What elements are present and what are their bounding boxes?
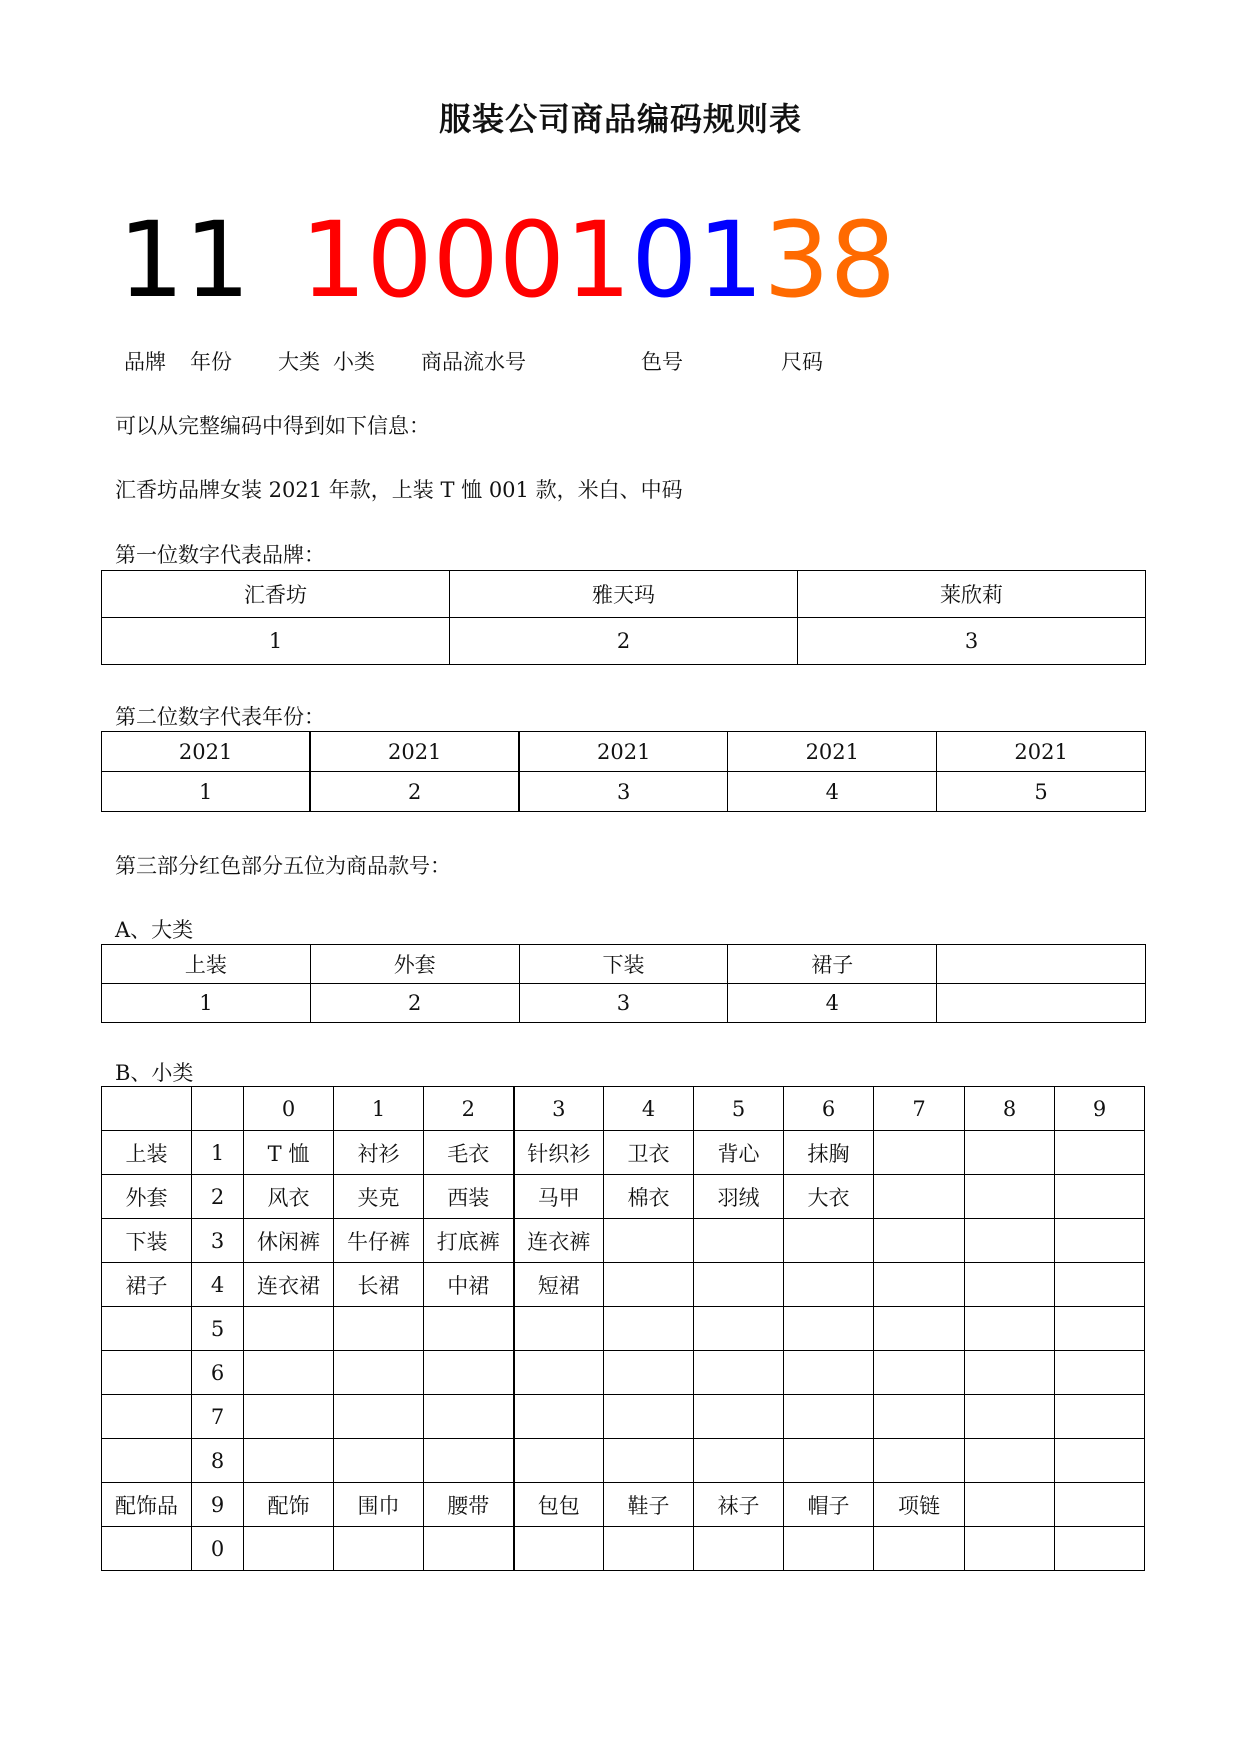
minor-category-cell — [604, 1395, 694, 1439]
minor-category-cell — [965, 1219, 1055, 1263]
minor-category-cell — [1055, 1395, 1145, 1439]
brand-heading: 第一位数字代表品牌： — [115, 543, 325, 567]
minor-category-cell — [965, 1439, 1055, 1483]
minor-category-cell — [604, 1351, 694, 1395]
minor-category-cell — [1055, 1527, 1145, 1571]
minor-category-cell — [965, 1395, 1055, 1439]
minor-category-cell — [424, 1351, 514, 1395]
major-category-digit: 3 — [192, 1219, 244, 1263]
minor-category-cell: 大衣 — [784, 1175, 874, 1219]
minor-category-cell: 鞋子 — [604, 1483, 694, 1527]
product-code — [118, 200, 896, 320]
minor-column-header: 2 — [424, 1087, 514, 1131]
major-category-digit: 9 — [192, 1483, 244, 1527]
minor-category-cell: 打底裤 — [424, 1219, 514, 1263]
table-row — [102, 772, 1146, 812]
year-heading: 第二位数字代表年份： — [115, 705, 325, 729]
code-segment-brand-year: 11 — [118, 199, 251, 321]
code-label-serial: 商品流水号 — [421, 350, 526, 374]
major-category-name: 外套 — [310, 945, 519, 984]
major-category-name: 上装 — [102, 945, 311, 984]
minor-category-cell — [874, 1219, 965, 1263]
minor-category-cell: 针织衫 — [514, 1131, 604, 1175]
minor-column-header: 7 — [874, 1087, 965, 1131]
major-category-table — [101, 944, 1146, 1023]
major-category-label: 上装 — [102, 1131, 192, 1175]
major-category-label — [102, 1527, 192, 1571]
minor-column-header: 4 — [604, 1087, 694, 1131]
minor-category-cell: 风衣 — [244, 1175, 334, 1219]
minor-category-cell: 棉衣 — [604, 1175, 694, 1219]
minor-category-cell — [694, 1307, 784, 1351]
minor-category-cell — [1055, 1307, 1145, 1351]
minor-category-cell — [244, 1527, 334, 1571]
minor-column-header — [192, 1087, 244, 1131]
minor-category-cell — [965, 1307, 1055, 1351]
table-row — [102, 984, 1146, 1023]
minor-category-cell — [874, 1395, 965, 1439]
major-category-code: 3 — [519, 984, 728, 1023]
major-category-code — [937, 984, 1146, 1023]
minor-category-cell — [1055, 1351, 1145, 1395]
minor-category-cell — [965, 1483, 1055, 1527]
major-category-digit: 5 — [192, 1307, 244, 1351]
code-label-size: 尺码 — [781, 350, 823, 374]
example-text: 汇香坊品牌女装 2021 年款，上装 T 恤 001 款，米白、中码 — [115, 478, 683, 502]
major-category-digit: 2 — [192, 1175, 244, 1219]
minor-category-cell — [874, 1263, 965, 1307]
brand-code: 1 — [102, 618, 450, 665]
minor-category-cell — [965, 1131, 1055, 1175]
minor-category-cell — [334, 1527, 424, 1571]
minor-category-cell: 包包 — [514, 1483, 604, 1527]
minor-column-header: 3 — [514, 1087, 604, 1131]
brand-code: 2 — [450, 618, 798, 665]
major-category-digit: 4 — [192, 1263, 244, 1307]
minor-category-cell — [874, 1351, 965, 1395]
year-value: 2021 — [728, 732, 937, 772]
minor-category-cell — [424, 1395, 514, 1439]
minor-category-cell — [244, 1307, 334, 1351]
major-category-label — [102, 1307, 192, 1351]
major-category-label: 外套 — [102, 1175, 192, 1219]
minor-category-cell: 短裙 — [514, 1263, 604, 1307]
minor-category-cell: 袜子 — [694, 1483, 784, 1527]
major-category-digit: 1 — [192, 1131, 244, 1175]
minor-category-cell — [874, 1175, 965, 1219]
year-code: 2 — [310, 772, 519, 812]
minor-category-cell: 连衣裤 — [514, 1219, 604, 1263]
major-category-label: 配饰品 — [102, 1483, 192, 1527]
brand-name: 莱欣莉 — [798, 571, 1146, 618]
year-value: 2021 — [102, 732, 311, 772]
code-segment-size: 38 — [763, 199, 896, 321]
minor-category-cell — [784, 1351, 874, 1395]
minor-category-cell — [514, 1439, 604, 1483]
major-category-code: 1 — [102, 984, 311, 1023]
major-category-label: 裙子 — [102, 1263, 192, 1307]
table-row — [102, 1219, 1145, 1263]
minor-category-cell — [784, 1219, 874, 1263]
major-category-label — [102, 1395, 192, 1439]
minor-category-cell: 腰带 — [424, 1483, 514, 1527]
minor-category-cell — [334, 1307, 424, 1351]
minor-category-cell — [514, 1527, 604, 1571]
minor-category-cell — [965, 1351, 1055, 1395]
code-segment-color: 01 — [631, 199, 764, 321]
minor-category-cell — [604, 1263, 694, 1307]
minor-category-cell — [784, 1395, 874, 1439]
table-row — [102, 1263, 1145, 1307]
minor-category-cell: 中裙 — [424, 1263, 514, 1307]
minor-category-cell — [1055, 1439, 1145, 1483]
minor-category-cell — [604, 1219, 694, 1263]
minor-category-cell — [694, 1439, 784, 1483]
minor-category-cell — [1055, 1175, 1145, 1219]
code-segment-style: 10001 — [300, 199, 632, 321]
brand-table — [101, 570, 1146, 665]
minor-column-header — [102, 1087, 192, 1131]
year-code: 4 — [728, 772, 937, 812]
minor-category-cell: 背心 — [694, 1131, 784, 1175]
major-category-name: 下装 — [519, 945, 728, 984]
minor-category-cell: 帽子 — [784, 1483, 874, 1527]
major-category-digit: 0 — [192, 1527, 244, 1571]
minor-category-cell: 抹胸 — [784, 1131, 874, 1175]
minor-category-cell — [874, 1307, 965, 1351]
major-category-code: 2 — [310, 984, 519, 1023]
minor-category-cell — [694, 1219, 784, 1263]
minor-category-cell — [874, 1527, 965, 1571]
minor-category-cell — [424, 1439, 514, 1483]
table-row — [102, 618, 1146, 665]
major-category-digit: 6 — [192, 1351, 244, 1395]
year-code: 3 — [519, 772, 728, 812]
minor-category-cell — [694, 1395, 784, 1439]
minor-category-cell: 围巾 — [334, 1483, 424, 1527]
minor-category-cell — [965, 1527, 1055, 1571]
minor-category-cell — [874, 1131, 965, 1175]
minor-category-cell — [694, 1527, 784, 1571]
minor-category-cell: 衬衫 — [334, 1131, 424, 1175]
minor-category-cell — [514, 1395, 604, 1439]
table-row — [102, 1307, 1145, 1351]
minor-category-cell — [694, 1263, 784, 1307]
code-label-major: 大类 — [278, 350, 320, 374]
minor-category-table — [101, 1086, 1145, 1571]
minor-category-cell — [334, 1439, 424, 1483]
minor-category-cell — [604, 1307, 694, 1351]
minor-column-header: 8 — [965, 1087, 1055, 1131]
minor-category-cell — [784, 1263, 874, 1307]
year-value: 2021 — [937, 732, 1146, 772]
minor-category-cell — [424, 1307, 514, 1351]
major-category-label: 下装 — [102, 1219, 192, 1263]
minor-column-header: 6 — [784, 1087, 874, 1131]
minor-category-cell — [965, 1175, 1055, 1219]
minor-category-cell: 羽绒 — [694, 1175, 784, 1219]
table-row — [102, 1527, 1145, 1571]
minor-category-cell — [965, 1263, 1055, 1307]
minor-category-cell: 卫衣 — [604, 1131, 694, 1175]
minor-category-cell — [1055, 1483, 1145, 1527]
minor-column-header: 5 — [694, 1087, 784, 1131]
minor-category-cell — [1055, 1131, 1145, 1175]
code-label-color: 色号 — [641, 350, 683, 374]
major-category-code: 4 — [728, 984, 937, 1023]
minor-category-cell — [784, 1307, 874, 1351]
year-value: 2021 — [310, 732, 519, 772]
table-row — [102, 1395, 1145, 1439]
code-label-brand: 品牌 — [124, 350, 166, 374]
minor-category-cell: 项链 — [874, 1483, 965, 1527]
minor-category-cell: 马甲 — [514, 1175, 604, 1219]
code-label-year: 年份 — [190, 350, 232, 374]
minor-category-cell — [1055, 1263, 1145, 1307]
minor-category-cell — [604, 1527, 694, 1571]
minor-category-cell — [334, 1395, 424, 1439]
code-label-minor: 小类 — [333, 350, 375, 374]
minor-category-cell — [514, 1307, 604, 1351]
table-row — [102, 1351, 1145, 1395]
minor-category-cell: 配饰 — [244, 1483, 334, 1527]
minor-category-cell — [244, 1395, 334, 1439]
minor-category-cell: 长裙 — [334, 1263, 424, 1307]
year-table — [101, 731, 1146, 812]
minor-category-cell: 夹克 — [334, 1175, 424, 1219]
table-header-row — [102, 1087, 1145, 1131]
major-heading: A、大类 — [115, 918, 194, 942]
minor-category-cell — [604, 1439, 694, 1483]
minor-column-header: 1 — [334, 1087, 424, 1131]
minor-category-cell — [244, 1351, 334, 1395]
intro-text: 可以从完整编码中得到如下信息： — [115, 414, 430, 438]
table-row — [102, 945, 1146, 984]
table-row — [102, 1131, 1145, 1175]
brand-name: 雅天玛 — [450, 571, 798, 618]
page-title: 服装公司商品编码规则表 — [438, 100, 802, 138]
minor-category-cell — [784, 1527, 874, 1571]
minor-category-cell: 连衣裙 — [244, 1263, 334, 1307]
minor-category-cell — [424, 1527, 514, 1571]
table-row — [102, 1483, 1145, 1527]
minor-category-cell — [694, 1351, 784, 1395]
minor-category-cell: T 恤 — [244, 1131, 334, 1175]
brand-code: 3 — [798, 618, 1146, 665]
minor-category-cell — [1055, 1219, 1145, 1263]
major-category-label — [102, 1439, 192, 1483]
table-row — [102, 1439, 1145, 1483]
minor-category-cell — [874, 1439, 965, 1483]
table-row — [102, 1175, 1145, 1219]
year-code: 1 — [102, 772, 311, 812]
minor-category-cell — [244, 1439, 334, 1483]
minor-category-cell: 牛仔裤 — [334, 1219, 424, 1263]
minor-column-header: 9 — [1055, 1087, 1145, 1131]
minor-column-header: 0 — [244, 1087, 334, 1131]
major-category-name — [937, 945, 1146, 984]
major-category-label — [102, 1351, 192, 1395]
major-category-digit: 8 — [192, 1439, 244, 1483]
year-value: 2021 — [519, 732, 728, 772]
major-category-digit: 7 — [192, 1395, 244, 1439]
minor-category-cell — [514, 1351, 604, 1395]
year-code: 5 — [937, 772, 1146, 812]
minor-category-cell — [784, 1439, 874, 1483]
minor-category-cell: 毛衣 — [424, 1131, 514, 1175]
minor-category-cell — [334, 1351, 424, 1395]
minor-category-cell: 休闲裤 — [244, 1219, 334, 1263]
table-row — [102, 571, 1146, 618]
minor-heading: B、小类 — [115, 1061, 194, 1085]
major-category-name: 裙子 — [728, 945, 937, 984]
table-row — [102, 732, 1146, 772]
style-heading: 第三部分红色部分五位为商品款号： — [115, 854, 451, 878]
brand-name: 汇香坊 — [102, 571, 450, 618]
minor-category-cell: 西装 — [424, 1175, 514, 1219]
